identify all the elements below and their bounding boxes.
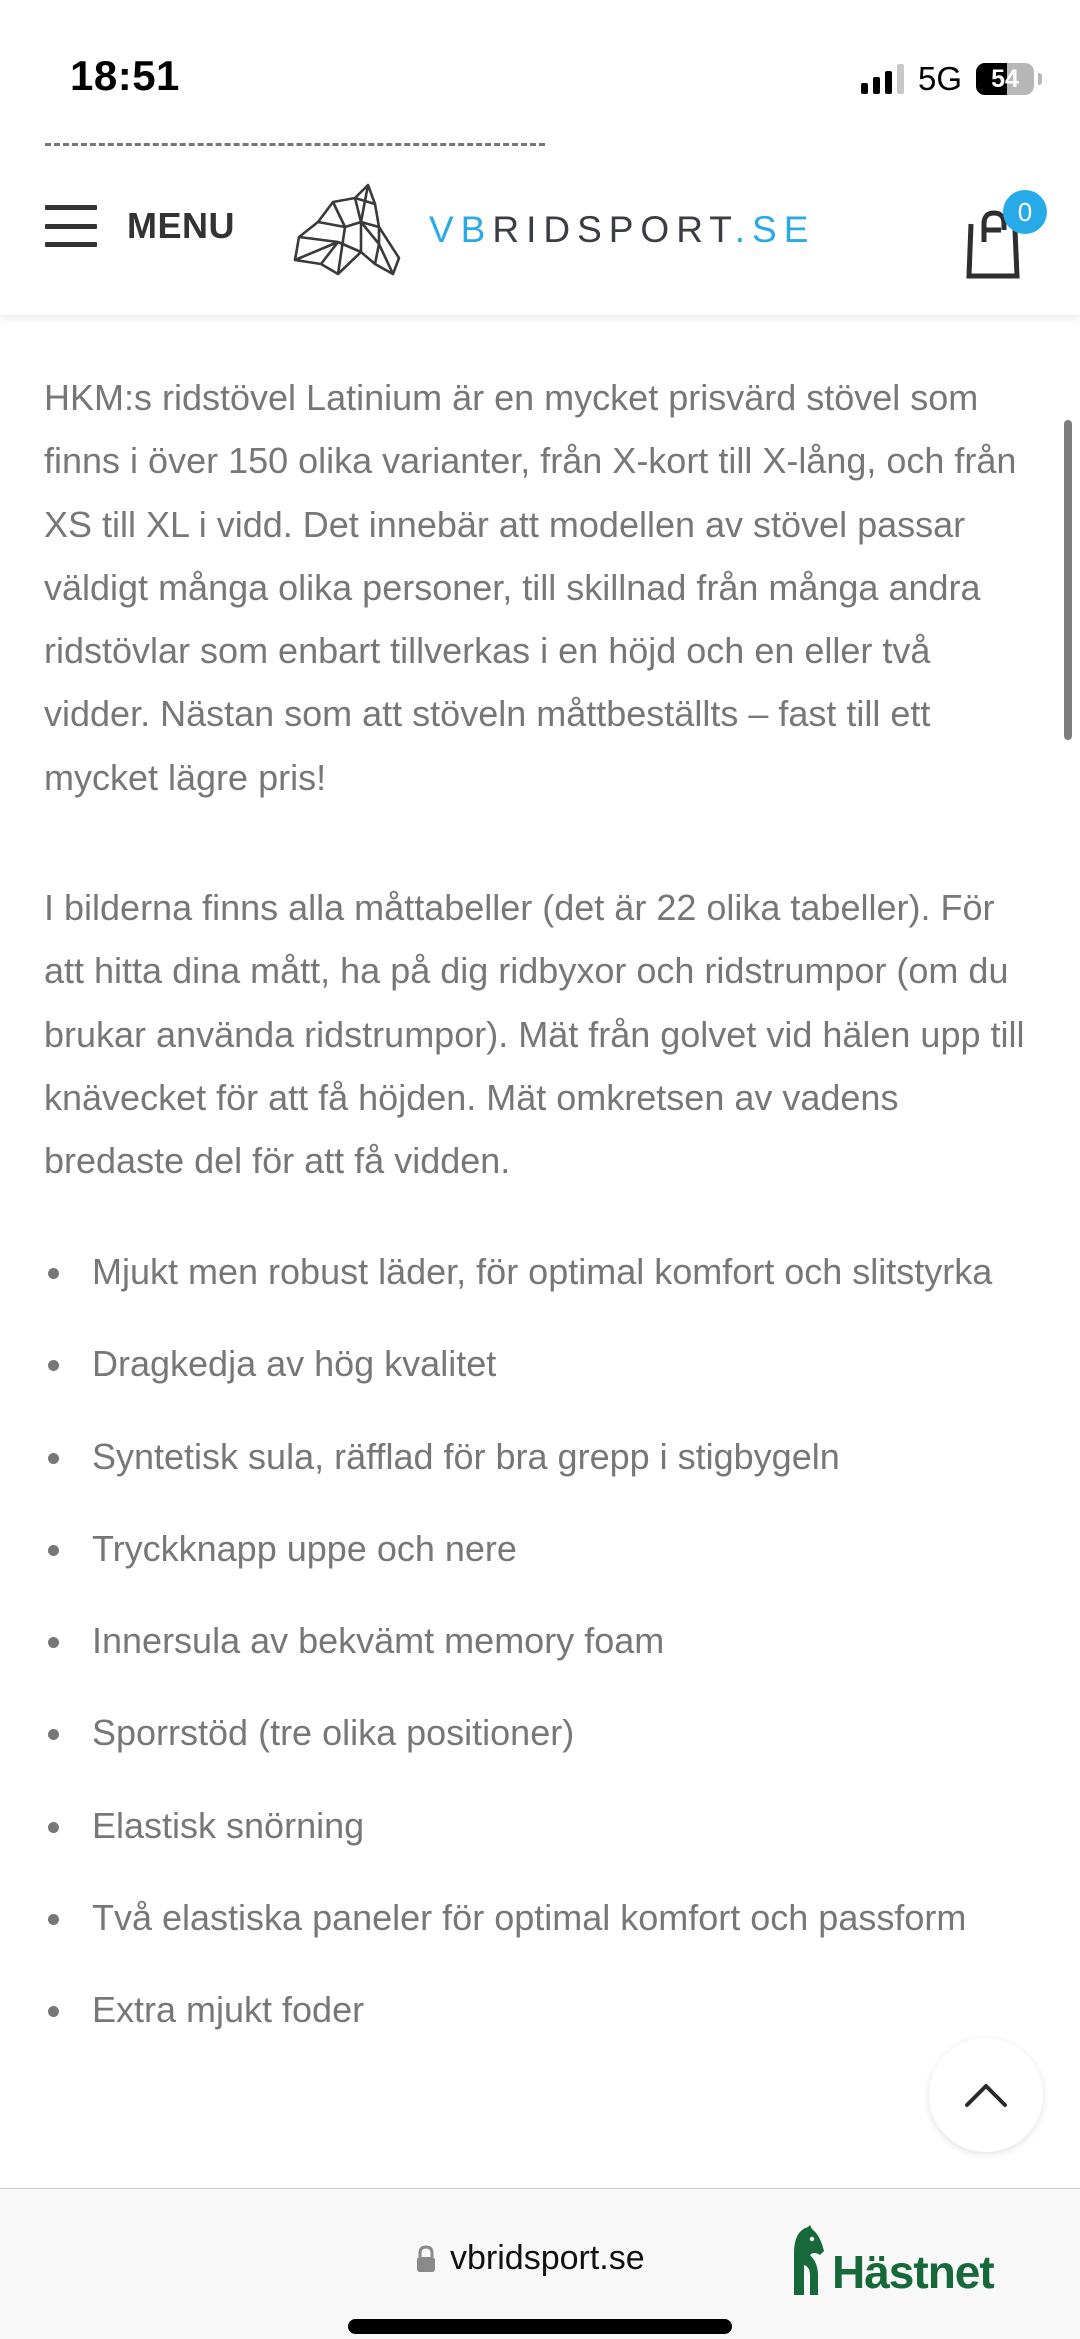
bullet-icon [48, 1453, 59, 1464]
site-logo[interactable] [293, 182, 815, 278]
feature-text: Extra mjukt foder [92, 1989, 365, 2031]
feature-item [44, 1794, 1044, 1857]
hamburger-icon [45, 205, 97, 247]
hastnet-logo[interactable] [790, 2225, 994, 2298]
feature-text: Syntetisk sula, räfflad för bra grepp i stigbygeln [92, 1435, 840, 1477]
feature-text: Sporrstöd (tre olika positioner) [92, 1712, 575, 1754]
description-paragraph-2: I bilderna finns alla måttabeller (det är 22 olika tabeller). För att hitta dina mått, ha på dig ridbyxor och ridstrumpor (om du brukar använda ridstrumpor). Mät från golvet vid hälen upp till knävecket för att få höjden. Mät omkretsen av vadens bredaste del för att få vidden. [44, 887, 1025, 1182]
bullet-icon [48, 1914, 59, 1925]
battery-tip [1038, 73, 1042, 85]
bullet-icon [48, 1729, 59, 1740]
feature-item [44, 1240, 1044, 1303]
horse-head-logo-icon [293, 182, 411, 278]
feature-text: Innersula av bekvämt memory foam [92, 1620, 665, 1662]
battery-percent: 54 [991, 64, 1019, 93]
bullet-icon [48, 2006, 59, 2017]
feature-item [44, 1517, 1044, 1580]
feature-item [44, 1978, 1044, 2041]
status-bar [0, 0, 1080, 140]
feature-item [44, 1609, 1044, 1672]
logo-text-vb: VB [429, 209, 493, 250]
logo-text-ridsport: RIDSPORT [492, 209, 735, 250]
site-header [0, 150, 1080, 316]
feature-text: Mjukt men robust läder, för optimal komfort och slitstyrka [92, 1251, 993, 1292]
network-type: 5G [917, 60, 962, 97]
logo-wordmark [429, 209, 815, 251]
home-indicator[interactable] [348, 2319, 732, 2334]
bullet-icon [48, 1545, 59, 1556]
cart-button[interactable] [965, 190, 1045, 280]
back-to-top-button[interactable] [929, 2038, 1043, 2152]
bullet-icon [48, 1360, 59, 1371]
feature-item [44, 1332, 1044, 1395]
cart-count-badge: 0 [1003, 190, 1047, 234]
chevron-up-icon [964, 2082, 1008, 2108]
hastnet-wordmark: Hästnet [832, 2246, 994, 2298]
knight-horse-icon [790, 2225, 826, 2295]
feature-item [44, 1701, 1044, 1764]
feature-item [44, 1886, 1044, 1949]
status-time: 18:51 [70, 52, 180, 99]
feature-text: Tryckknapp uppe och nere [92, 1527, 517, 1569]
scrolled-heading-remnant [45, 143, 545, 147]
description-paragraph-1: HKM:s ridstövel Latinium är en mycket prisvärd stövel som finns i över 150 olika varianter, från X-kort till X-lång, och från XS till XL i vidd. Det innebär att modellen av stövel passar väldigt många olika personer, till skillnad från många andra ridstövlar som enbart tillverkas i en höjd och en eller två vidder. Nästan som att stöveln måttbeställts – fast till ett mycket lägre pris! [44, 377, 1017, 798]
menu-button[interactable] [45, 205, 235, 247]
feature-item [44, 1425, 1044, 1488]
bullet-icon [48, 1822, 59, 1833]
feature-list [44, 1240, 1044, 2071]
address-bar[interactable] [416, 2239, 645, 2278]
battery-icon [976, 63, 1034, 95]
feature-text: Dragkedja av hög kvalitet [92, 1343, 497, 1385]
logo-text-se: .SE [734, 209, 816, 250]
browser-bottom-bar [0, 2188, 1080, 2339]
feature-text: Elastisk snörning [92, 1804, 365, 1846]
bullet-icon [48, 1268, 59, 1279]
bullet-icon [48, 1637, 59, 1648]
feature-text: Två elastiska paneler för optimal komfort och passform [92, 1897, 967, 1939]
menu-label: MENU [127, 205, 235, 246]
signal-strength-icon [861, 64, 904, 94]
url-text: vbridsport.se [450, 2239, 645, 2277]
lock-icon [416, 2245, 436, 2273]
status-indicators [861, 60, 1042, 98]
page-scrollbar[interactable] [1064, 420, 1072, 740]
